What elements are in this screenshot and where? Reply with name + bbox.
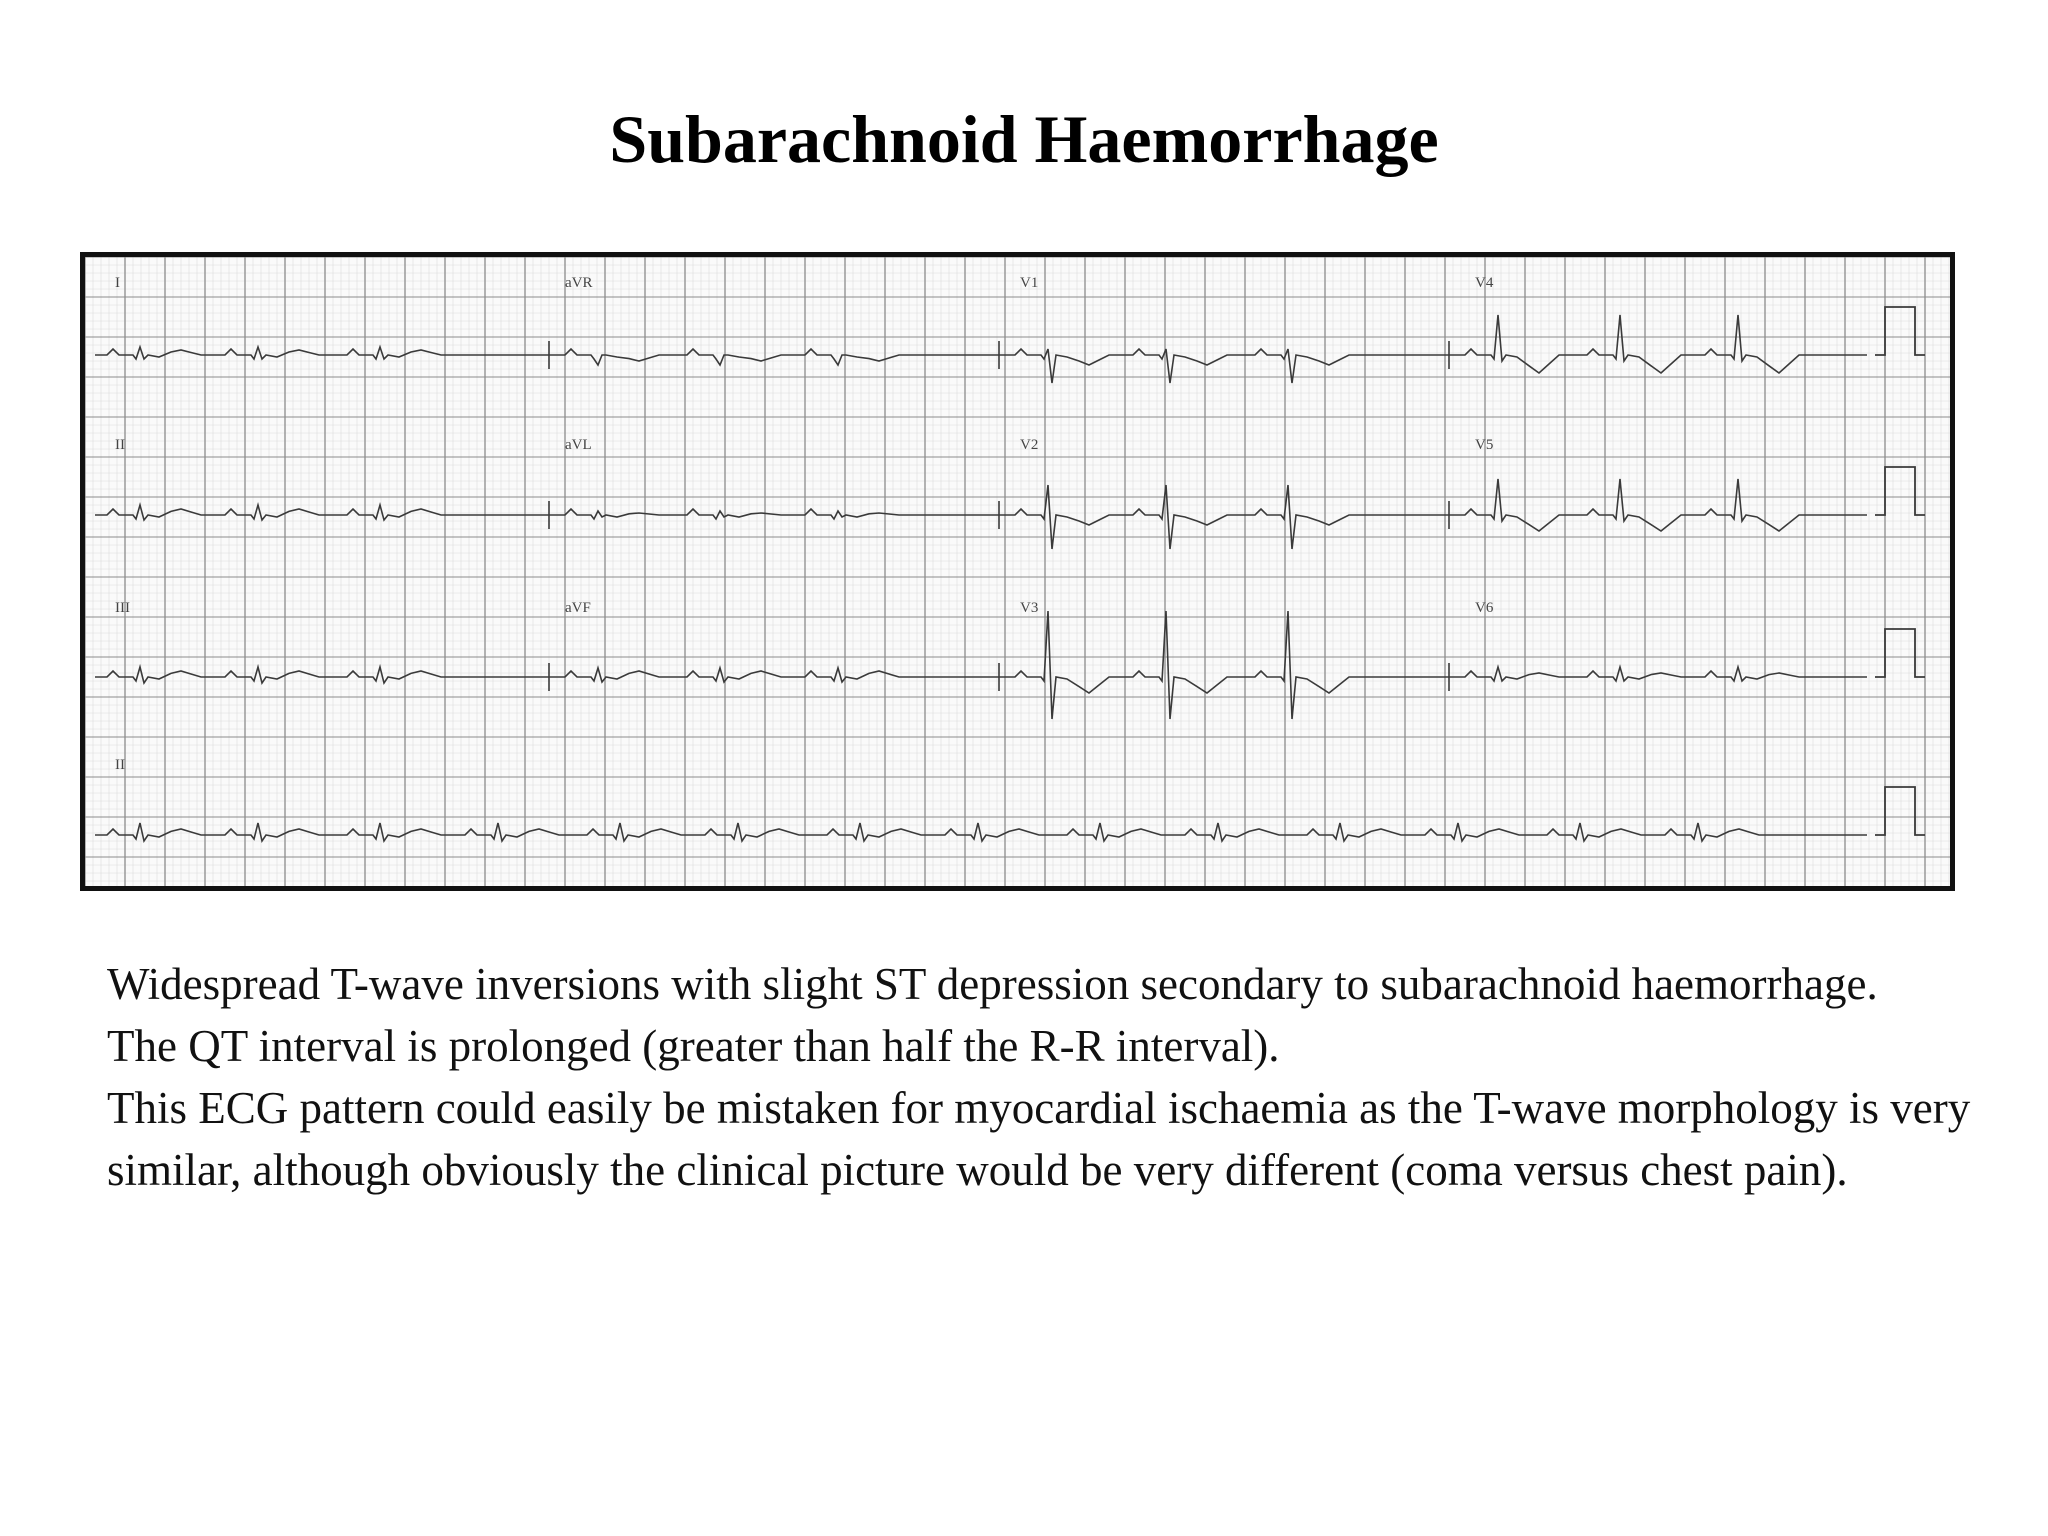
caption-line-3: This ECG pattern could easily be mistaken for myocardial ischaemia as the T-wave morphology is very similar, although obviously the clinical picture would be very different (coma versus chest pain). [107,1083,1971,1195]
lead-label-v3: V3 [1020,600,1039,616]
lead-label-iii: III [115,600,130,616]
ecg-tracing [85,257,1950,886]
lead-label-v6: V6 [1475,600,1494,616]
calibration-pulse [1875,467,1925,515]
caption [107,953,2007,1201]
lead-label-v5: V5 [1475,437,1494,453]
caption-line-1: Widespread T-wave inversions with slight ST depression secondary to subarachnoid haemorrhage. [107,959,1878,1009]
calibration-pulse [1875,307,1925,355]
lead-label-v4: V4 [1475,275,1494,291]
lead-label-ii: II [115,437,125,453]
lead-label-v2: V2 [1020,437,1039,453]
lead-label-i: I [115,275,120,291]
lead-label-rhythm-ii: II [115,757,125,773]
slide-title: Subarachnoid Haemorrhage [609,101,1439,177]
ecg-strip-image [80,252,1955,891]
lead-label-avr: aVR [565,275,593,291]
lead-label-v1: V1 [1020,275,1039,291]
calibration-pulse [1875,787,1925,835]
lead-label-avf: aVF [565,600,591,616]
lead-label-avl: aVL [565,437,592,453]
calibration-pulse [1875,629,1925,677]
caption-line-2: The QT interval is prolonged (greater than half the R-R interval). [107,1021,1280,1071]
